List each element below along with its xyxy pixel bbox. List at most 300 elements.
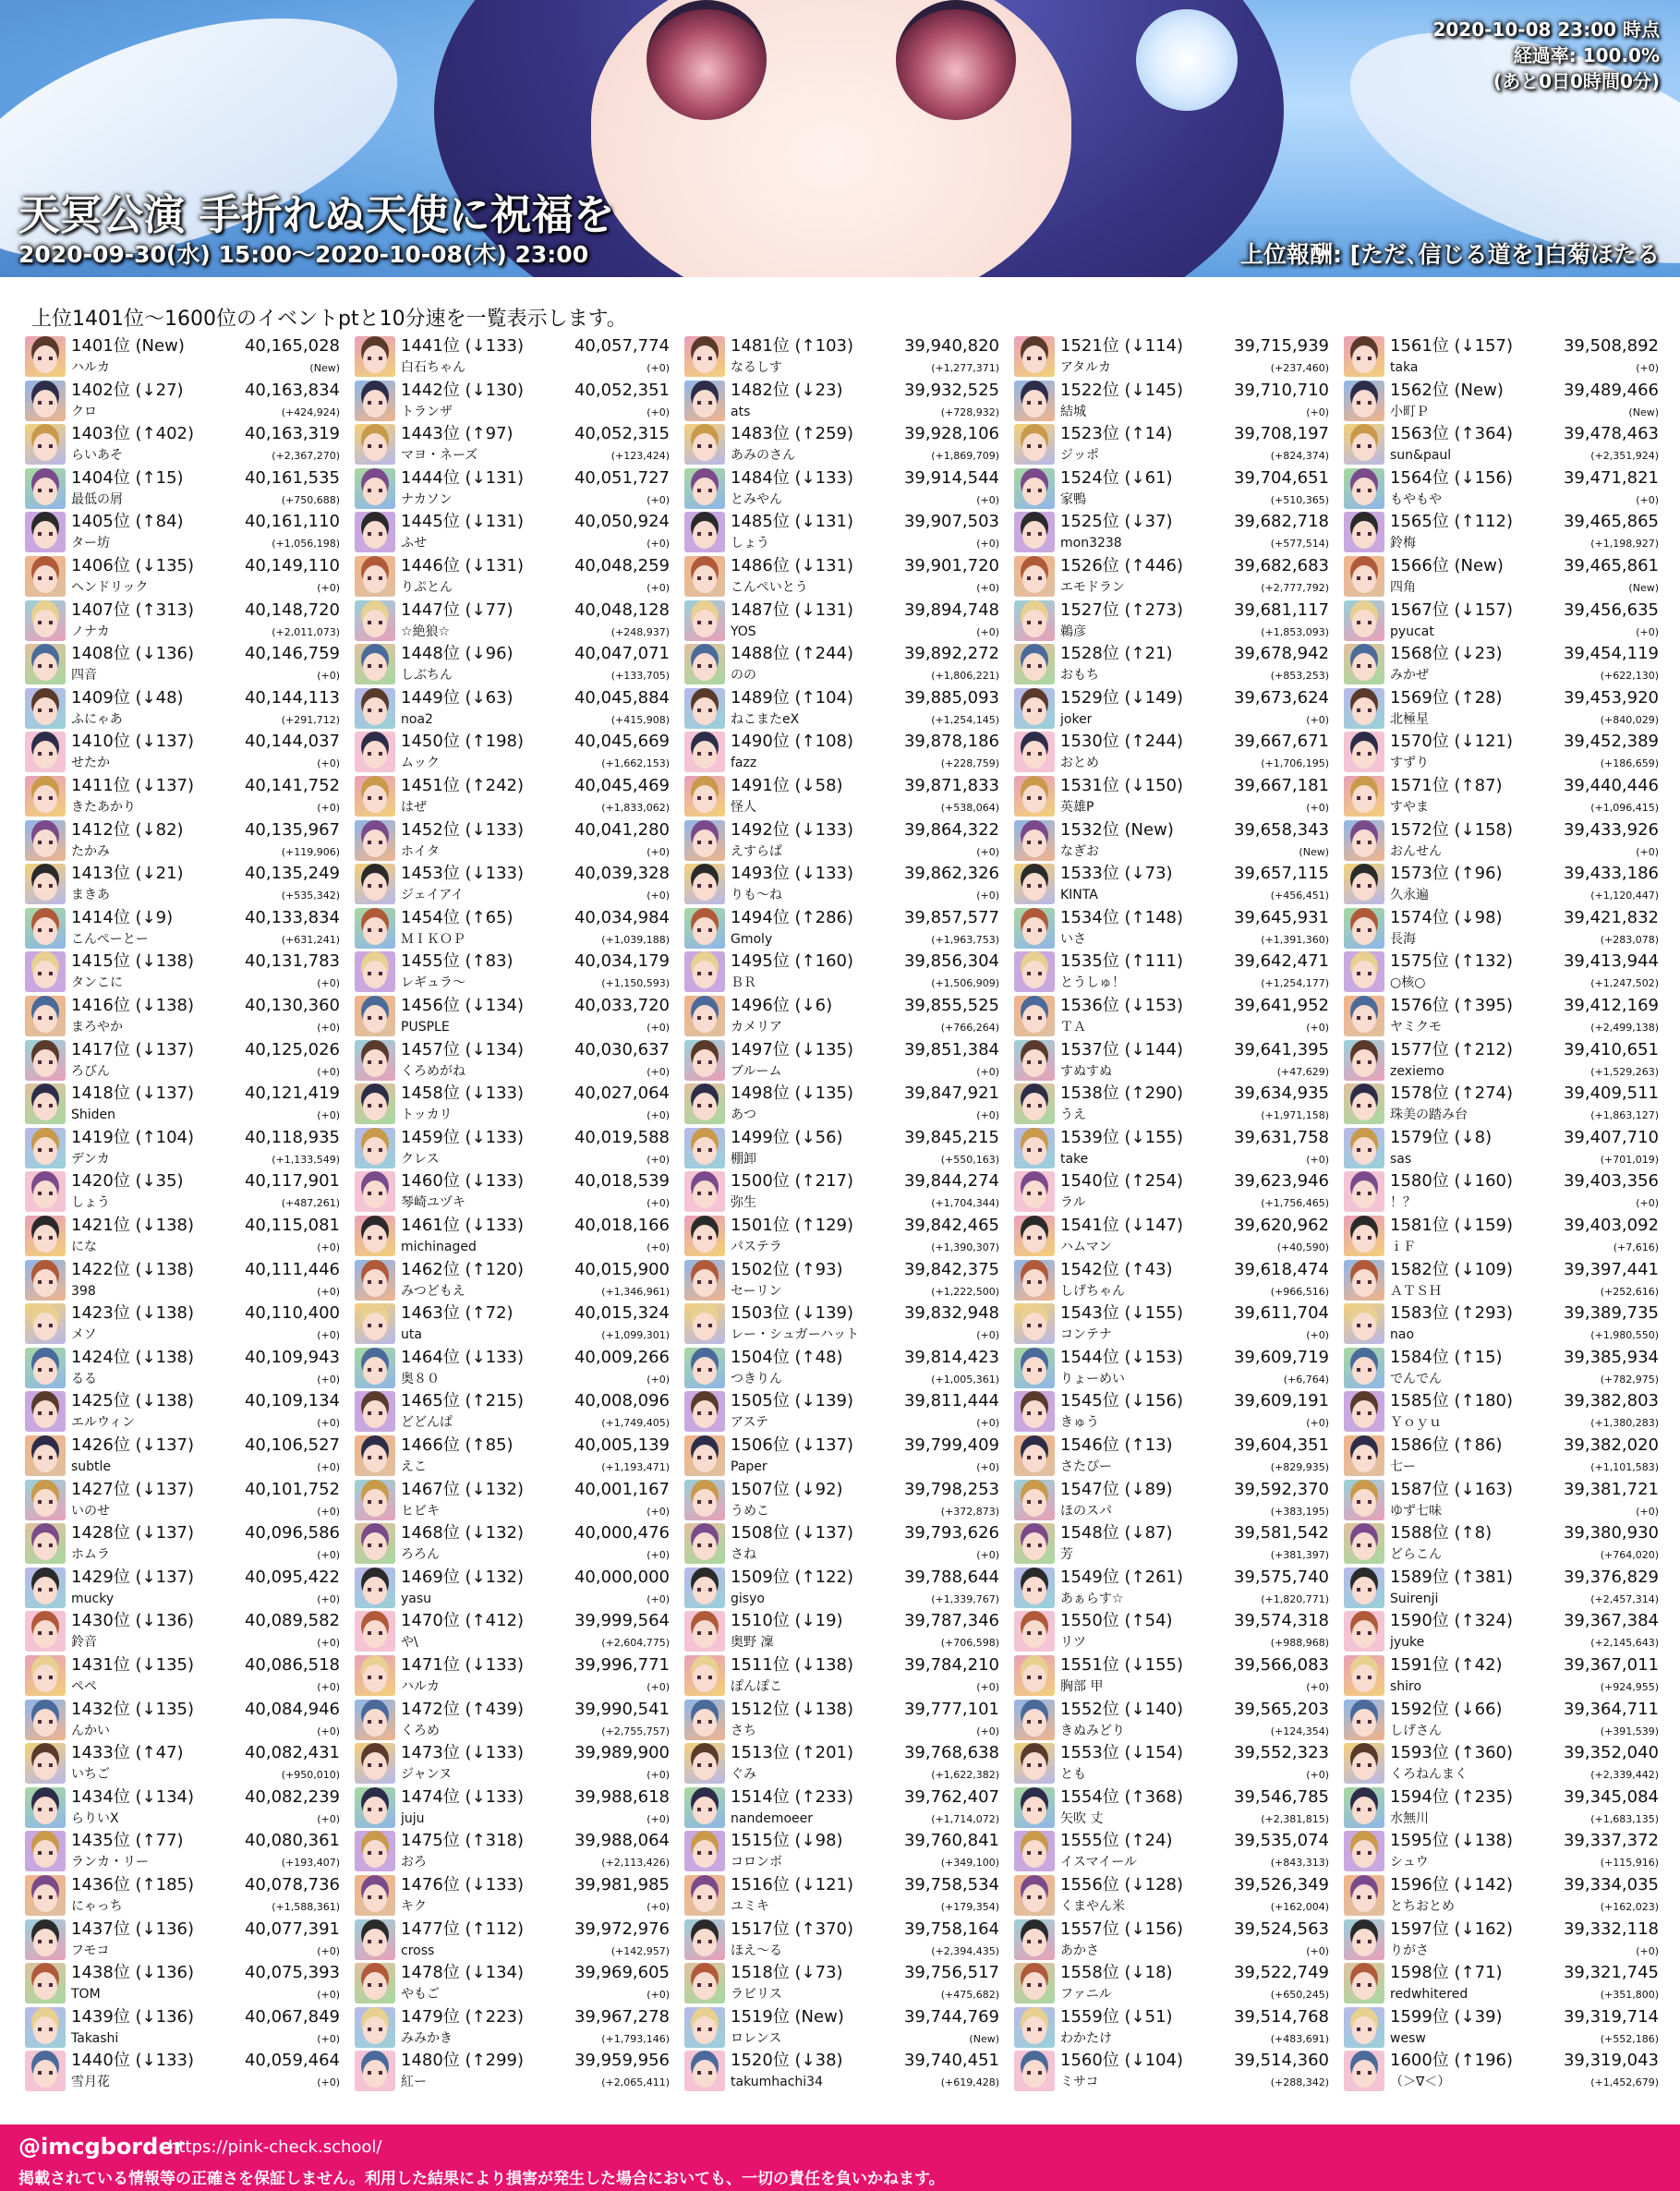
event-points: 39,744,769 (903, 2006, 999, 2027)
producer-avatar (684, 688, 725, 729)
producer-avatar (1014, 1963, 1055, 2003)
rank-label: 1439位 (↓136) (71, 2006, 195, 2027)
ten-minute-speed: (+0) (317, 1417, 340, 1430)
timestamp: 2020-10-08 23:00 時点 (1432, 18, 1660, 41)
producer-name: まろやか (71, 1020, 123, 1035)
ranking-entry (684, 1700, 1001, 1742)
twitter-handle[interactable]: @imcgborder (18, 2134, 185, 2160)
producer-name: おろ (401, 1855, 427, 1870)
ranking-entry (684, 1919, 1001, 1962)
site-url[interactable]: https://pink-check.school/ (168, 2137, 382, 2157)
ranking-entry (1014, 1611, 1331, 1653)
event-points: 39,768,638 (903, 1743, 999, 1763)
rank-label: 1523位 (↑14) (1060, 424, 1173, 444)
producer-avatar (684, 424, 725, 465)
rank-label: 1515位 (↓98) (731, 1831, 843, 1851)
producer-name: アタルカ (1060, 360, 1112, 375)
producer-avatar (684, 1831, 725, 1871)
event-points: 40,077,391 (244, 1919, 340, 1939)
ten-minute-speed: (+0) (1636, 1944, 1659, 1957)
event-points: 39,421,832 (1563, 907, 1659, 927)
rank-label: 1545位 (↓156) (1060, 1391, 1184, 1411)
producer-avatar (684, 1083, 725, 1124)
event-points: 40,034,984 (574, 907, 670, 927)
rank-label: 1548位 (↓87) (1060, 1523, 1173, 1543)
rank-label: 1454位 (↑65) (401, 907, 514, 927)
rank-label: 1491位 (↓58) (731, 776, 843, 795)
ten-minute-speed: (+0) (1306, 1417, 1329, 1430)
rank-label: 1458位 (↓133) (401, 1083, 525, 1104)
rank-label: 1576位 (↑395) (1390, 996, 1514, 1015)
ten-minute-speed: (+0) (1636, 625, 1659, 638)
producer-avatar (1014, 424, 1055, 465)
rank-label: 1593位 (↑360) (1390, 1743, 1514, 1763)
event-points: 39,856,304 (903, 951, 999, 972)
ranking-entry (1344, 1655, 1661, 1698)
producer-name: jyuke (1390, 1635, 1425, 1651)
event-points: 39,478,463 (1563, 424, 1659, 444)
producer-avatar (25, 2051, 66, 2091)
producer-avatar (1344, 908, 1384, 949)
ranking-entry (355, 776, 671, 818)
producer-name: しぶちん (401, 668, 453, 684)
event-points: 40,161,535 (244, 467, 340, 488)
ten-minute-speed: (+0) (647, 1505, 670, 1518)
ranking-entry (1014, 468, 1331, 511)
rank-label: 1597位 (↓162) (1390, 1919, 1514, 1939)
event-points: 39,940,820 (903, 336, 999, 356)
event-points: 39,321,745 (1563, 1963, 1659, 1983)
ranking-entry (355, 600, 671, 643)
event-points: 40,086,518 (244, 1655, 340, 1675)
ten-minute-speed: (+650,245) (1270, 1989, 1329, 2002)
producer-name: クレス (401, 1151, 440, 1167)
producer-name: きたあかり (71, 800, 136, 815)
ranking-entry (1344, 1787, 1661, 1830)
producer-avatar (355, 600, 395, 641)
producer-avatar (355, 1435, 395, 1476)
event-points: 39,845,215 (903, 1127, 999, 1147)
producer-name: nandemoeer (731, 1810, 814, 1826)
ten-minute-speed: (+483,691) (1270, 2032, 1329, 2045)
producer-avatar (355, 1787, 395, 1828)
event-points: 39,793,626 (903, 1523, 999, 1543)
producer-avatar (1014, 381, 1055, 421)
producer-name: 四音 (71, 668, 97, 684)
event-period: 2020-09-30(水) 15:00～2020-10-08(木) 23:00 (18, 241, 589, 268)
rank-label: 1503位 (↓139) (731, 1303, 854, 1324)
event-points: 39,894,748 (903, 599, 999, 620)
ranking-entry (1344, 1480, 1661, 1522)
ten-minute-speed: (+0) (317, 757, 340, 770)
ranking-entry (684, 1480, 1001, 1522)
producer-avatar (25, 1611, 66, 1652)
producer-avatar (1014, 1655, 1055, 1696)
rank-label: 1570位 (↓121) (1390, 732, 1514, 752)
event-points: 39,864,322 (903, 819, 999, 840)
ranking-entry (1014, 1480, 1331, 1522)
rank-label: 1552位 (↓140) (1060, 1699, 1184, 1719)
producer-avatar (355, 1171, 395, 1212)
event-points: 39,453,920 (1563, 687, 1659, 708)
producer-avatar (355, 1700, 395, 1740)
producer-name: おもち (1060, 668, 1099, 684)
event-points: 40,165,028 (244, 336, 340, 356)
producer-name: すぬすぬ (1060, 1063, 1112, 1079)
producer-avatar (25, 600, 66, 641)
ten-minute-speed: (+0) (976, 1549, 999, 1562)
event-points: 40,075,393 (244, 1963, 340, 1983)
producer-avatar (1014, 512, 1055, 552)
ten-minute-speed: (+6,764) (1283, 1373, 1329, 1386)
producer-avatar (1344, 1128, 1384, 1168)
event-points: 40,148,720 (244, 599, 340, 620)
rank-label: 1539位 (↓155) (1060, 1127, 1184, 1147)
ten-minute-speed: (+0) (976, 1065, 999, 1078)
producer-name: えこ (401, 1459, 427, 1474)
ten-minute-speed: (+728,932) (940, 406, 999, 418)
producer-name: すやま (1390, 800, 1429, 815)
event-points: 39,382,020 (1563, 1435, 1659, 1455)
producer-name: juju (401, 1810, 425, 1826)
producer-avatar (25, 1083, 66, 1124)
producer-avatar (1344, 1303, 1384, 1344)
character-face (591, 0, 1071, 277)
producer-avatar (25, 688, 66, 729)
rank-label: 1594位 (↑235) (1390, 1786, 1514, 1807)
producer-avatar (1344, 820, 1384, 861)
event-points: 39,367,384 (1563, 1611, 1659, 1631)
producer-avatar (25, 1875, 66, 1916)
ten-minute-speed: (+2,113,426) (601, 1857, 670, 1870)
ranking-entry (25, 951, 342, 994)
producer-avatar (355, 1303, 395, 1344)
producer-avatar (355, 1216, 395, 1256)
event-points: 40,001,167 (574, 1479, 670, 1499)
rank-label: 1584位 (↑15) (1390, 1347, 1503, 1367)
producer-name: zexiemo (1390, 1063, 1444, 1079)
event-points: 39,777,101 (903, 1699, 999, 1719)
producer-avatar (355, 1611, 395, 1652)
producer-avatar (684, 1303, 725, 1344)
ten-minute-speed: (+1,820,771) (1261, 1592, 1329, 1605)
event-points: 40,039,328 (574, 864, 670, 884)
producer-name: shiro (1390, 1679, 1422, 1694)
producer-name: ユミキ (731, 1899, 769, 1914)
ranking-entry (684, 1655, 1001, 1698)
producer-name: 鵜彦 (1060, 623, 1086, 639)
event-points: 40,005,139 (574, 1435, 670, 1455)
ranking-entry (25, 688, 342, 731)
rank-label: 1598位 (↑71) (1390, 1963, 1503, 1983)
rank-label: 1451位 (↑242) (401, 776, 525, 795)
event-points: 39,410,651 (1563, 1039, 1659, 1059)
rank-label: 1591位 (↑42) (1390, 1655, 1503, 1675)
producer-name: 久永遍 (1390, 888, 1429, 903)
event-points: 40,095,422 (244, 1567, 340, 1587)
rank-label: 1414位 (↓9) (71, 907, 174, 927)
producer-avatar (355, 512, 395, 552)
producer-name: ＡＴＳＨ (1390, 1283, 1442, 1299)
producer-name: takumhachi34 (731, 2075, 823, 2090)
producer-avatar (1014, 1831, 1055, 1871)
ten-minute-speed: (+853,253) (1270, 670, 1329, 683)
ranking-column (1344, 336, 1661, 2091)
ten-minute-speed: (+0) (317, 1065, 340, 1078)
rank-label: 1428位 (↓137) (71, 1523, 195, 1543)
producer-avatar (355, 951, 395, 992)
ten-minute-speed: (+552,186) (1600, 2032, 1659, 2045)
ten-minute-speed: (+0) (647, 1373, 670, 1386)
producer-name: cross (401, 1943, 435, 1958)
rank-label: 1580位 (↓160) (1390, 1171, 1514, 1192)
event-points: 40,030,637 (574, 1039, 670, 1059)
event-points: 40,135,249 (244, 864, 340, 884)
ten-minute-speed: (+123,424) (610, 450, 670, 463)
ranking-entry (355, 820, 671, 863)
producer-avatar (1344, 688, 1384, 729)
rank-label: 1531位 (↓150) (1060, 776, 1184, 795)
producer-name: レー・シュガーハット (731, 1327, 860, 1343)
ten-minute-speed: (+1,005,361) (931, 1373, 999, 1386)
ten-minute-speed: (+1,963,753) (931, 933, 999, 946)
producer-avatar (1344, 424, 1384, 465)
event-points: 40,009,266 (574, 1347, 670, 1367)
producer-avatar (355, 776, 395, 817)
ranking-entry (355, 1083, 671, 1126)
rank-label: 1471位 (↓133) (401, 1655, 525, 1675)
ten-minute-speed: (+1,971,158) (1261, 1109, 1329, 1122)
event-points: 39,969,605 (574, 1963, 670, 1983)
event-points: 40,050,924 (574, 512, 670, 532)
ten-minute-speed: (+0) (317, 1725, 340, 1737)
producer-avatar (355, 1083, 395, 1124)
producer-avatar (684, 381, 725, 421)
producer-name: まきあ (71, 888, 110, 903)
rank-label: 1497位 (↓135) (731, 1039, 854, 1059)
producer-name: ナカソン (401, 491, 453, 507)
event-points: 39,514,768 (1233, 2006, 1329, 2027)
rank-label: 1532位 (New) (1060, 819, 1174, 840)
ten-minute-speed: (+535,342) (281, 890, 340, 902)
producer-avatar (1014, 864, 1055, 904)
rank-label: 1449位 (↓63) (401, 687, 514, 708)
event-points: 39,609,191 (1233, 1391, 1329, 1411)
ten-minute-speed: (+1,452,679) (1590, 2076, 1659, 2089)
producer-name: Gmoly (731, 931, 773, 947)
producer-avatar (355, 1523, 395, 1564)
ten-minute-speed: (+0) (317, 1592, 340, 1605)
producer-avatar (355, 1040, 395, 1081)
ranking-entry (1344, 1700, 1661, 1742)
producer-name: 鈴梅 (1390, 536, 1416, 551)
ten-minute-speed: (+142,957) (610, 1944, 670, 1957)
ranking-entry (355, 1391, 671, 1434)
ten-minute-speed: (+0) (647, 538, 670, 551)
ranking-entry (1014, 820, 1331, 863)
producer-avatar (25, 1963, 66, 2003)
producer-name: にな (71, 1240, 97, 1254)
producer-name: ランカ・リー (71, 1855, 149, 1870)
rank-label: 1479位 (↑223) (401, 2006, 525, 2027)
producer-name: sas (1390, 1151, 1412, 1167)
producer-avatar (684, 468, 725, 509)
ten-minute-speed: (+0) (317, 1022, 340, 1034)
ten-minute-speed: (+0) (317, 670, 340, 683)
ten-minute-speed: (+824,374) (1270, 450, 1329, 463)
ranking-entry (25, 864, 342, 906)
event-points: 40,015,324 (574, 1303, 670, 1324)
rank-label: 1520位 (↓38) (731, 2051, 843, 2071)
event-points: 39,658,343 (1233, 819, 1329, 840)
ten-minute-speed: (+162,004) (1270, 1901, 1329, 1913)
producer-name: taka (1390, 360, 1419, 375)
rank-label: 1569位 (↑28) (1390, 687, 1503, 708)
ten-minute-speed: (+2,381,815) (1261, 1812, 1329, 1825)
ten-minute-speed: (+1,853,093) (1261, 625, 1329, 638)
event-points: 39,367,011 (1563, 1655, 1659, 1675)
event-points: 39,988,064 (574, 1831, 670, 1851)
ten-minute-speed: (+0) (647, 493, 670, 506)
event-points: 39,901,720 (903, 556, 999, 575)
producer-avatar (1014, 1480, 1055, 1520)
producer-avatar (25, 996, 66, 1036)
producer-name: ぐみ (731, 1767, 756, 1783)
producer-name: とも (1060, 1767, 1086, 1783)
producer-avatar (1344, 1260, 1384, 1301)
rank-label: 1561位 (↓157) (1390, 336, 1514, 356)
ten-minute-speed: (+291,712) (281, 713, 340, 726)
ranking-entry (25, 1391, 342, 1434)
ten-minute-speed: (+193,407) (281, 1857, 340, 1870)
ranking-entry (684, 1260, 1001, 1302)
producer-name: きゅう (1060, 1415, 1099, 1431)
producer-name: noa2 (401, 711, 433, 727)
rank-label: 1412位 (↓82) (71, 819, 184, 840)
event-points: 39,623,946 (1233, 1171, 1329, 1192)
producer-avatar (355, 1480, 395, 1520)
ten-minute-speed: (+288,342) (1270, 2076, 1329, 2089)
ranking-entry (684, 1523, 1001, 1566)
producer-name: ラル (1060, 1195, 1086, 1211)
producer-avatar (25, 908, 66, 949)
ranking-entry (25, 644, 342, 686)
ranking-entry (1014, 1568, 1331, 1610)
ranking-entry (355, 424, 671, 466)
event-points: 40,052,351 (574, 380, 670, 400)
rank-label: 1434位 (↓134) (71, 1786, 195, 1807)
rank-label: 1566位 (New) (1390, 556, 1504, 575)
event-points: 40,059,464 (244, 2051, 340, 2071)
ten-minute-speed: (+706,598) (940, 1637, 999, 1650)
ranking-entry (355, 996, 671, 1038)
ranking-entry (355, 381, 671, 423)
event-points: 39,397,441 (1563, 1259, 1659, 1279)
producer-name: 怪人 (731, 800, 756, 815)
producer-name: りぷとん (401, 580, 453, 595)
ranking-entry (684, 644, 1001, 686)
ten-minute-speed: (+622,130) (1600, 670, 1659, 683)
producer-avatar (1344, 1523, 1384, 1564)
producer-avatar (1344, 1787, 1384, 1828)
ranking-entry (1014, 2007, 1331, 2050)
rank-label: 1528位 (↑21) (1060, 644, 1173, 664)
producer-avatar (684, 1568, 725, 1608)
ranking-entry (684, 776, 1001, 818)
rank-label: 1421位 (↓138) (71, 1216, 195, 1235)
event-points: 40,080,361 (244, 1831, 340, 1851)
event-points: 39,546,785 (1233, 1786, 1329, 1807)
ten-minute-speed: (+1,056,198) (272, 538, 340, 551)
ranking-entry (1014, 1083, 1331, 1126)
producer-name: アステ (731, 1415, 769, 1431)
ranking-entry (355, 2051, 671, 2093)
ranking-entry (1344, 2007, 1661, 2050)
ranking-entry (355, 556, 671, 599)
ten-minute-speed: (+1,588,361) (272, 1901, 340, 1913)
ranking-entry (25, 1568, 342, 1610)
rank-label: 1489位 (↑104) (731, 687, 854, 708)
ten-minute-speed: (+1,277,371) (931, 362, 999, 374)
producer-avatar (25, 820, 66, 861)
rank-label: 1547位 (↓89) (1060, 1479, 1173, 1499)
producer-avatar (1014, 1523, 1055, 1564)
producer-name: 家鴨 (1060, 491, 1086, 507)
ranking-entry (1014, 732, 1331, 774)
rank-label: 1556位 (↓128) (1060, 1875, 1184, 1894)
rank-label: 1407位 (↑313) (71, 599, 195, 620)
ranking-entry (25, 1040, 342, 1083)
ten-minute-speed: (+0) (976, 1681, 999, 1693)
event-points: 39,857,577 (903, 907, 999, 927)
producer-avatar (1344, 732, 1384, 772)
rank-label: 1444位 (↓131) (401, 467, 525, 488)
event-points: 39,620,962 (1233, 1216, 1329, 1235)
event-points: 39,604,351 (1233, 1435, 1329, 1455)
ranking-entry (684, 2051, 1001, 2093)
ranking-entry (684, 556, 1001, 599)
rank-label: 1526位 (↑446) (1060, 556, 1184, 575)
event-points: 39,871,833 (903, 776, 999, 795)
ten-minute-speed: (+391,539) (1600, 1725, 1659, 1737)
timestamp-box (1432, 17, 1660, 94)
rank-label: 1590位 (↑324) (1390, 1611, 1514, 1631)
ranking-entry (684, 1128, 1001, 1170)
ten-minute-speed: (+550,163) (940, 1153, 999, 1166)
rank-label: 1456位 (↓134) (401, 996, 525, 1015)
ranking-entry (355, 1611, 671, 1653)
rank-label: 1453位 (↓133) (401, 864, 525, 884)
producer-avatar (25, 776, 66, 817)
rank-label: 1478位 (↓134) (401, 1963, 525, 1983)
producer-name: PUSPLE (401, 1020, 450, 1035)
producer-name: とちおとめ (1390, 1899, 1455, 1914)
ranking-entry (355, 1260, 671, 1302)
rank-label: 1485位 (↓131) (731, 512, 854, 532)
producer-avatar (355, 1919, 395, 1960)
rank-label: 1459位 (↓133) (401, 1127, 525, 1147)
ten-minute-speed: (+1,863,127) (1590, 1109, 1659, 1122)
ranking-entry (1344, 1260, 1661, 1302)
producer-name: エモドラン (1060, 580, 1125, 595)
ten-minute-speed: (+0) (976, 625, 999, 638)
producer-avatar (684, 2051, 725, 2091)
ten-minute-speed: (+0) (1306, 1153, 1329, 1166)
ten-minute-speed: (+1,683,135) (1590, 1812, 1659, 1825)
event-points: 39,814,423 (903, 1347, 999, 1367)
producer-name: おとめ (1060, 756, 1099, 771)
ranking-entry (25, 1216, 342, 1258)
